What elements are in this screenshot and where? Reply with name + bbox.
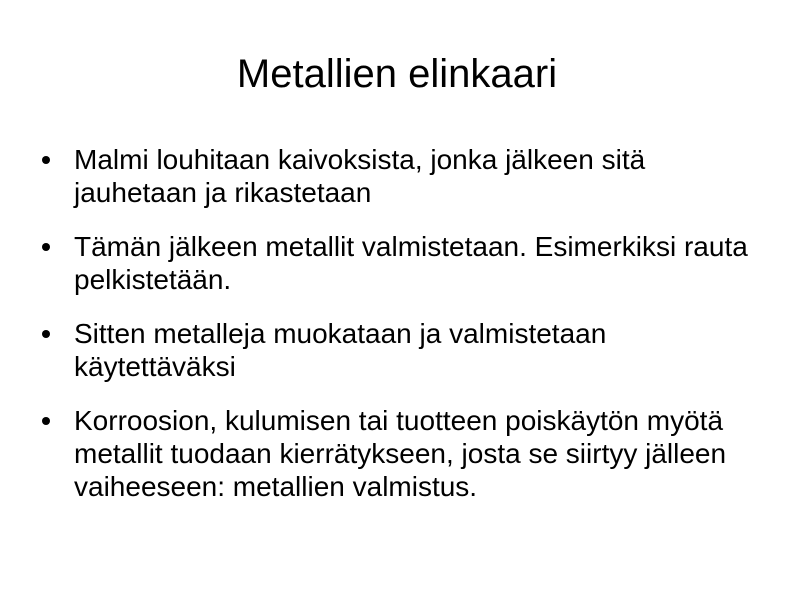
bullet-text: Korroosion, kulumisen tai tuotteen poiskäytön myötä metallit tuodaan kierrätykseen, josta se siirtyy jälleen vaiheeseen: metallien valmistus. [74,405,727,502]
bullet-item [40,143,760,209]
bullet-text: Tämän jälkeen metallit valmistetaan. Esimerkiksi rauta pelkistetään. [74,231,748,295]
bullet-text: Malmi louhitaan kaivoksista, jonka jälkeen sitä jauhetaan ja rikastetaan [74,144,646,208]
bullet-dot-icon [42,243,50,251]
bullet-dot-icon [42,156,50,164]
bullet-dot-icon [42,330,50,338]
bullet-list [40,143,760,524]
slide-title: Metallien elinkaari [236,52,558,96]
bullet-text: Sitten metalleja muokataan ja valmistetaan käytettäväksi [74,318,607,382]
bullet-item [40,230,760,296]
bullet-dot-icon [42,417,50,425]
bullet-item [40,317,760,383]
bullet-item [40,404,760,503]
